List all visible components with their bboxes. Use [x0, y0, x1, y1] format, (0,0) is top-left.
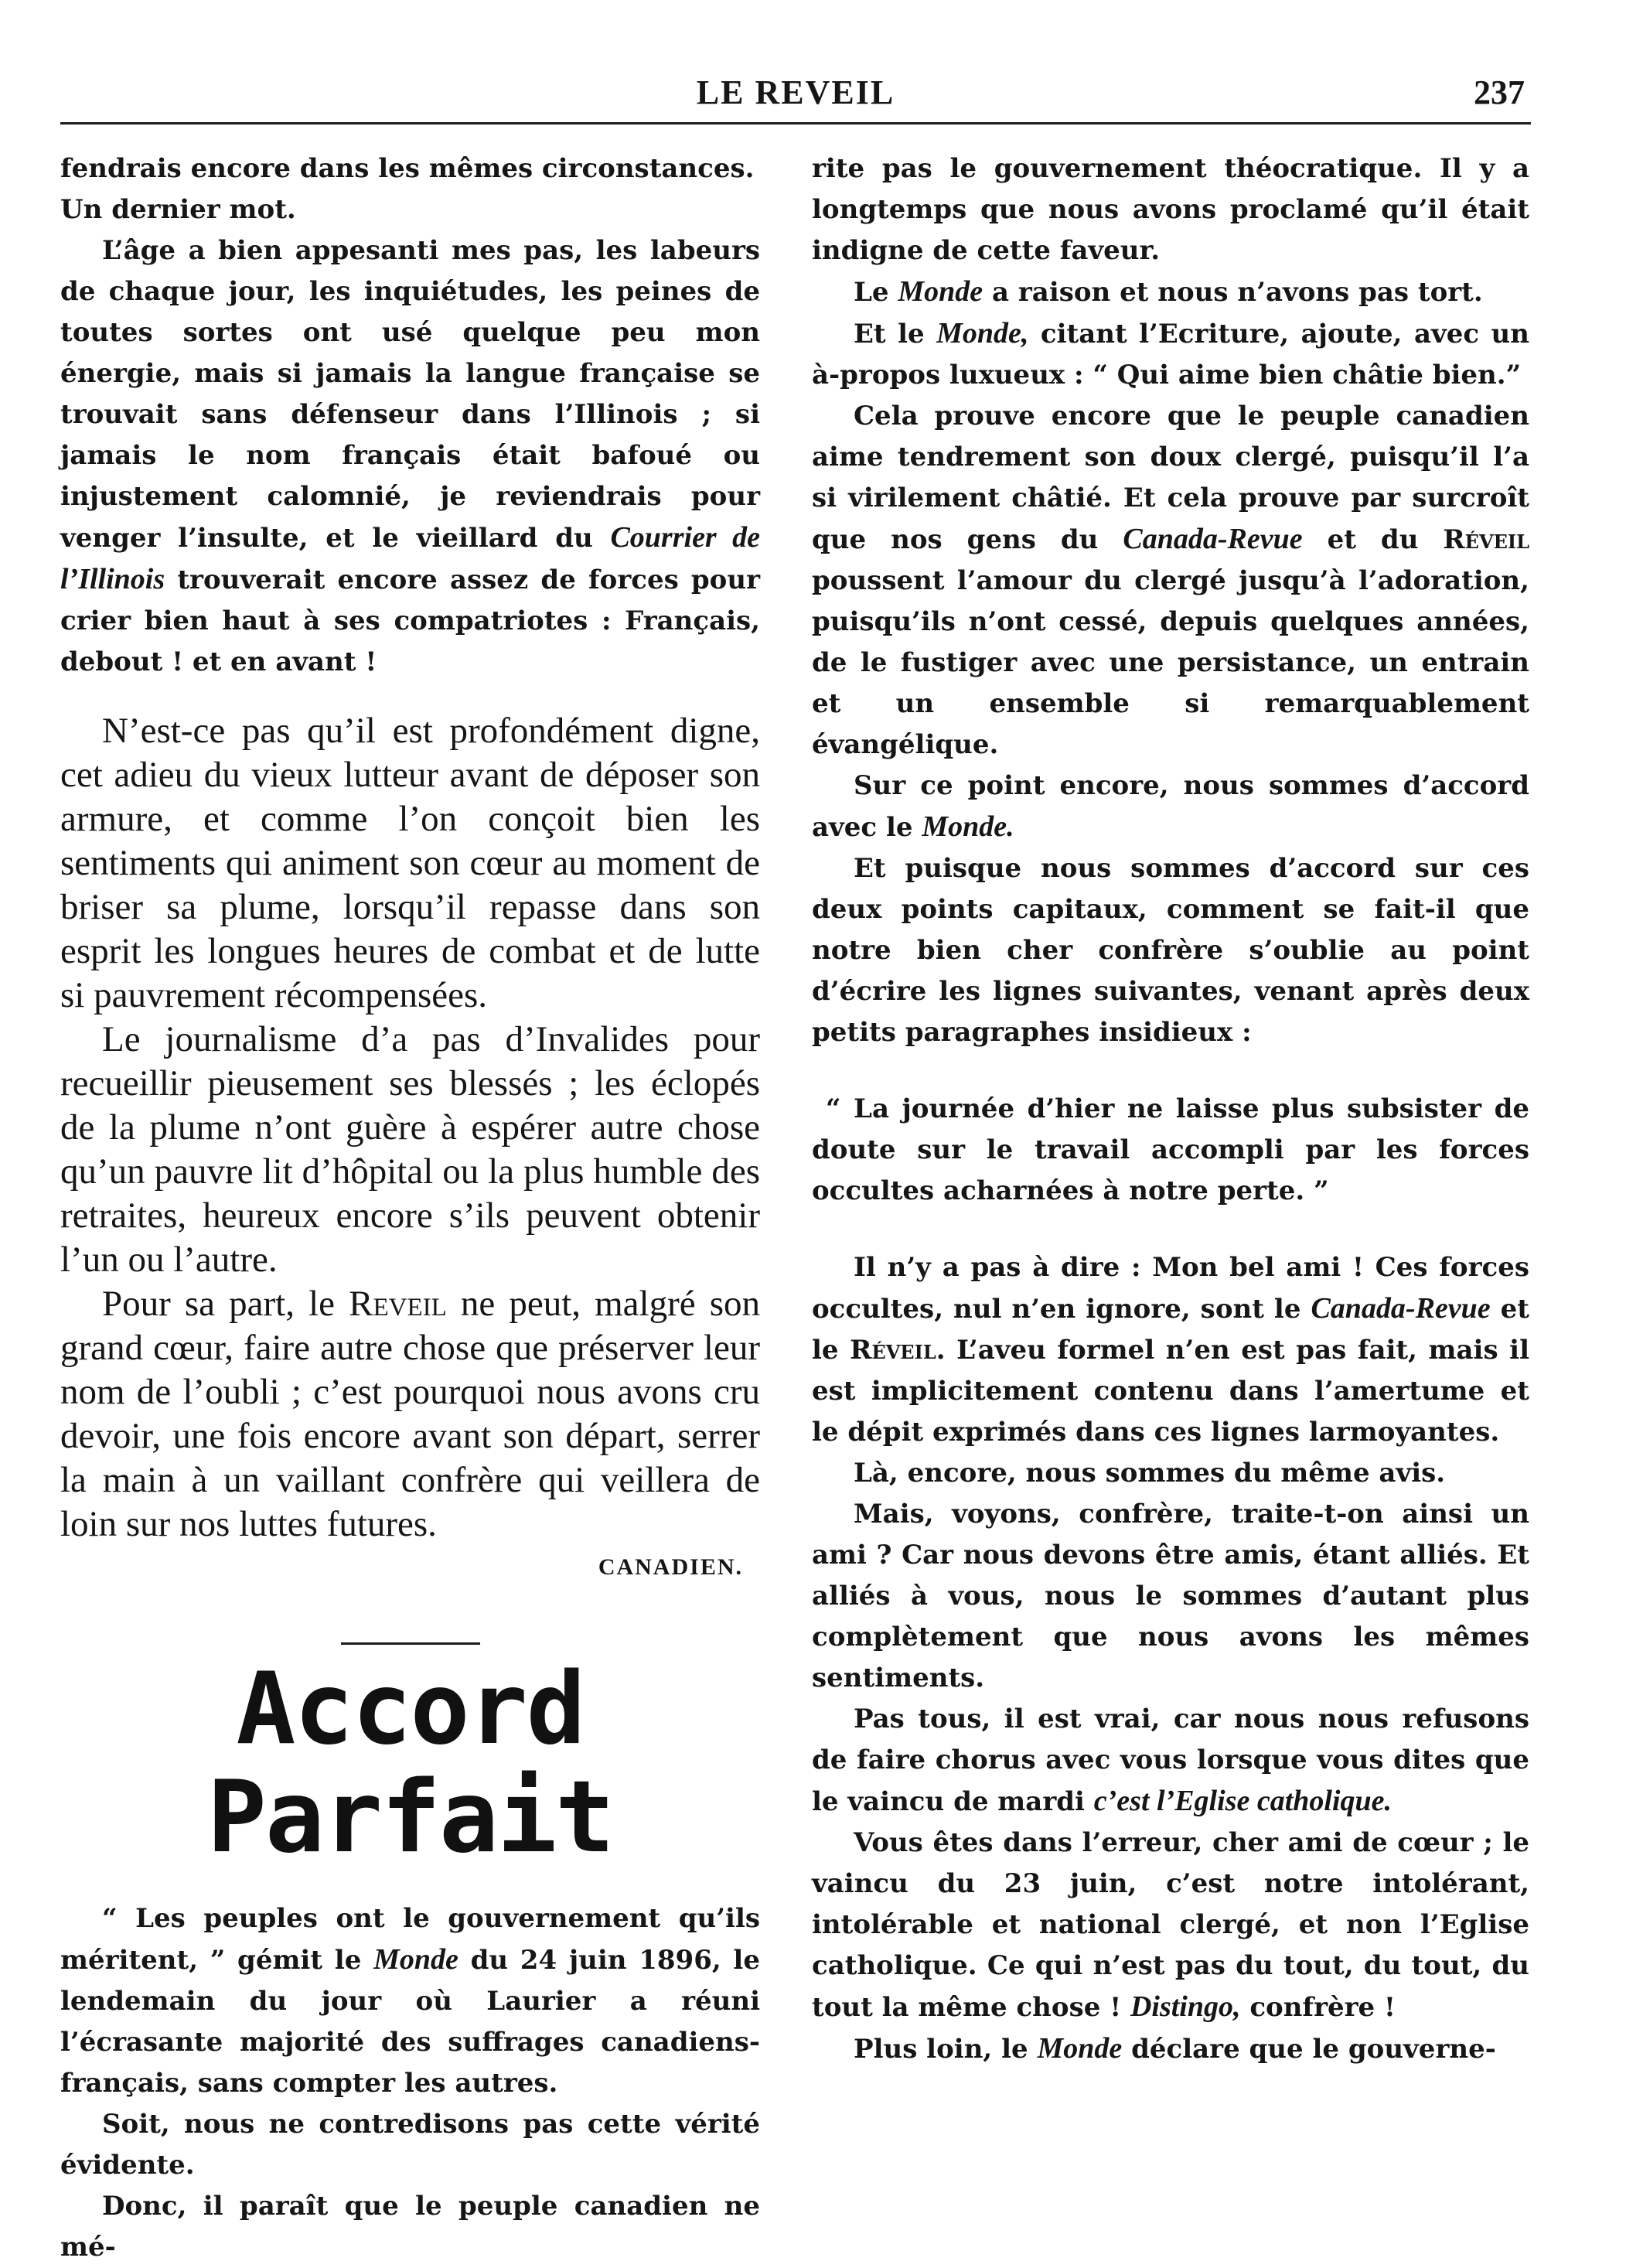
- running-title: LE REVEIL: [696, 73, 895, 111]
- text-run: L’âge a bien appesanti mes pas, les labeurs de chaque jour, les inquiétudes, les peines de toutes sortes ont usé quelque peu mon énergie, mais si jamais la langue française se trouvait sans défenseur dans l’Illinois ; si jamais le nom français était bafoué ou injustement calomnié, je reviendrais pour venger l’insulte, et le vieillard du: [60, 235, 760, 554]
- text-run: du 24 juin 1896, le lendemain du jour où Laurier a réuni l’écrasante majorité des suffrages canadiens-français, sans compter les autres.: [60, 1945, 760, 2099]
- newspaper-name: Monde,: [936, 317, 1029, 350]
- signature: CANADIEN.: [598, 1554, 743, 1580]
- text-run: Sur ce point encore, nous sommes d’accord avec le: [812, 770, 1529, 843]
- page-number: 237: [1474, 73, 1525, 111]
- text-run: poussent l’amour du clergé jusqu’à l’adoration, puisqu’ils n’ont cessé, depuis quelques années, de le fustiger avec une persistance, un entrain et un ensemble si remarquablement évangélique.: [812, 565, 1529, 760]
- article-paragraph: [812, 396, 1529, 766]
- letter-paragraph: [60, 230, 760, 683]
- article-paragraph: [812, 2028, 1529, 2070]
- text-run: Plus loin, le: [854, 2034, 1038, 2065]
- article-paragraph: Et puisque nous sommes d’accord sur ces deux points capitaux, comment se fait-il que notre bien cher confrère s’oublie au point d’écrire les lignes suivantes, venant après deux petits paragraphes insidieux :: [812, 853, 1529, 1048]
- comment-paragraph: Le journalisme d’a pas d’Invalides pour recueillir pieusement ses blessés ; les éclopés de la plume n’ont guère à espérer autre chose qu’un pauvre lit d’hôpital ou la plus humble des retraites, heureux encore s’ils peuvent obtenir l’un ou l’autre.: [60, 1019, 760, 1280]
- newspaper-name: Canada-Revue: [1311, 1292, 1491, 1325]
- text-run: trouverait encore assez de forces pour crier bien haut à ses compatriotes : Français, debout ! et en avant !: [60, 564, 760, 677]
- article-paragraph: [60, 1898, 760, 2104]
- newspaper-name: Canada-Revue: [1123, 523, 1303, 555]
- article-paragraph: Soit, nous ne contredisons pas cette vérité évidente.: [60, 2109, 760, 2181]
- page-header: [60, 68, 1531, 124]
- text-run: “ Les peuples ont le gouvernement qu’ils méritent, ” gémit le: [60, 1903, 760, 1976]
- text-run: a raison et nous n’avons pas tort.: [983, 277, 1483, 308]
- text-run: et du: [1302, 524, 1444, 555]
- newspaper-name: Monde.: [922, 810, 1014, 843]
- article-paragraph: Donc, il paraît que le peuple canadien ne mé-: [60, 2191, 760, 2263]
- newspaper-name: Courrier de l’Illinois: [60, 521, 761, 595]
- text-run: ne peut, malgré son grand cœur, faire autre chose que préserver leur nom de l’oubli ; c’est pourquoi nous avons cru devoir, une fois encore avant son départ, serrer la main à un vaillant confrère qui veillera de loin sur nos luttes futures.: [60, 1284, 760, 1544]
- article-paragraph: [812, 1247, 1529, 1453]
- emphasis: Distingo,: [1130, 1990, 1241, 2023]
- newspaper-name: Reveil: [349, 1284, 447, 1324]
- text-run: Et le: [854, 319, 937, 350]
- article-paragraph: Mais, voyons, confrère, traite-t-on ainsi un ami ? Car nous devons être amis, étant alliés. Et alliés à vous, nous le sommes d’autant plus complètement que nous avons les mêmes sentiments.: [812, 1499, 1529, 1693]
- article-paragraph: [812, 271, 1529, 313]
- section-divider: [341, 1642, 480, 1645]
- article-title: Accord Parfait: [206, 1652, 614, 1875]
- right-column: [812, 148, 1529, 2070]
- text-run: Le: [854, 277, 898, 308]
- article-paragraph: Là, encore, nous sommes du même avis.: [854, 1458, 1446, 1489]
- comment-paragraph: N’est-ce pas qu’il est profondément digne, cet adieu du vieux lutteur avant de déposer son armure, et comme l’on conçoit bien les sentiments qui animent son cœur au moment de briser sa plume, lorsqu’il repasse dans son esprit les longues heures de combat et de lutte si pauvrement récompensées.: [60, 711, 760, 1015]
- article-paragraph: [812, 1699, 1529, 1823]
- text-run: et le: [812, 1294, 1529, 1366]
- article-paragraph: rite pas le gouvernement théocratique. Il y a longtemps que nous avons proclamé qu’il était indigne de cette faveur.: [812, 153, 1529, 266]
- text-run: L’aveu formel n’en est pas fait, mais il est implicitement contenu dans l’amertume et le dépit exprimés dans ces lignes larmoyantes.: [812, 1335, 1529, 1448]
- block-quote: “ La journée d’hier ne laisse plus subsister de doute sur le travail accompli par les forces occultes acharnées à notre perte. ”: [812, 1093, 1529, 1206]
- letter-line: fendrais encore dans les mêmes circonstances.: [60, 153, 755, 184]
- newspaper-name: Réveil: [1443, 524, 1529, 555]
- newspaper-name: Réveil.: [850, 1335, 946, 1366]
- text-run: Cela prouve encore que le peuple canadien aime tendrement son doux clergé, puisqu’il l’a si virilement châtié. Et cela prouve par surcroît que nos gens du: [812, 401, 1529, 555]
- comment-paragraph: [60, 1282, 760, 1547]
- article-paragraph: [812, 766, 1529, 848]
- text-run: déclare que le gouverne-: [1122, 2034, 1496, 2065]
- text-run: confrère !: [1240, 1992, 1396, 2023]
- newspaper-name: Monde: [1037, 2032, 1123, 2065]
- left-column: [60, 148, 760, 2268]
- text-run: Pour sa part, le: [102, 1284, 349, 1324]
- text-run: Il n’y a pas à dire : Mon bel ami ! Ces forces occultes, nul n’en ignore, sont le: [812, 1252, 1529, 1325]
- newspaper-name: Monde: [898, 275, 983, 308]
- letter-line: Un dernier mot.: [60, 194, 296, 225]
- article-paragraph: [812, 313, 1529, 396]
- newspaper-name: Monde: [373, 1943, 458, 1976]
- text-run: Vous êtes dans l’erreur, cher ami de cœur ; le vaincu du 23 juin, c’est notre intolérant, intolérable et national clergé, et non l’Eglise catholique. Ce qui n’est pas du tout, du tout, du tout la même chose !: [812, 1827, 1529, 2023]
- text-run: Pas tous, il est vrai, car nous nous refusons de faire chorus avec vous lorsque vous dites que le vaincu de mardi: [812, 1704, 1529, 1817]
- emphasis: c’est l’Eglise catholique.: [1093, 1785, 1392, 1817]
- article-paragraph: [812, 1823, 1529, 2028]
- text-run: citant l’Ecriture, ajoute, avec un à-propos luxueux : “ Qui aime bien châtie bien.”: [812, 319, 1529, 391]
